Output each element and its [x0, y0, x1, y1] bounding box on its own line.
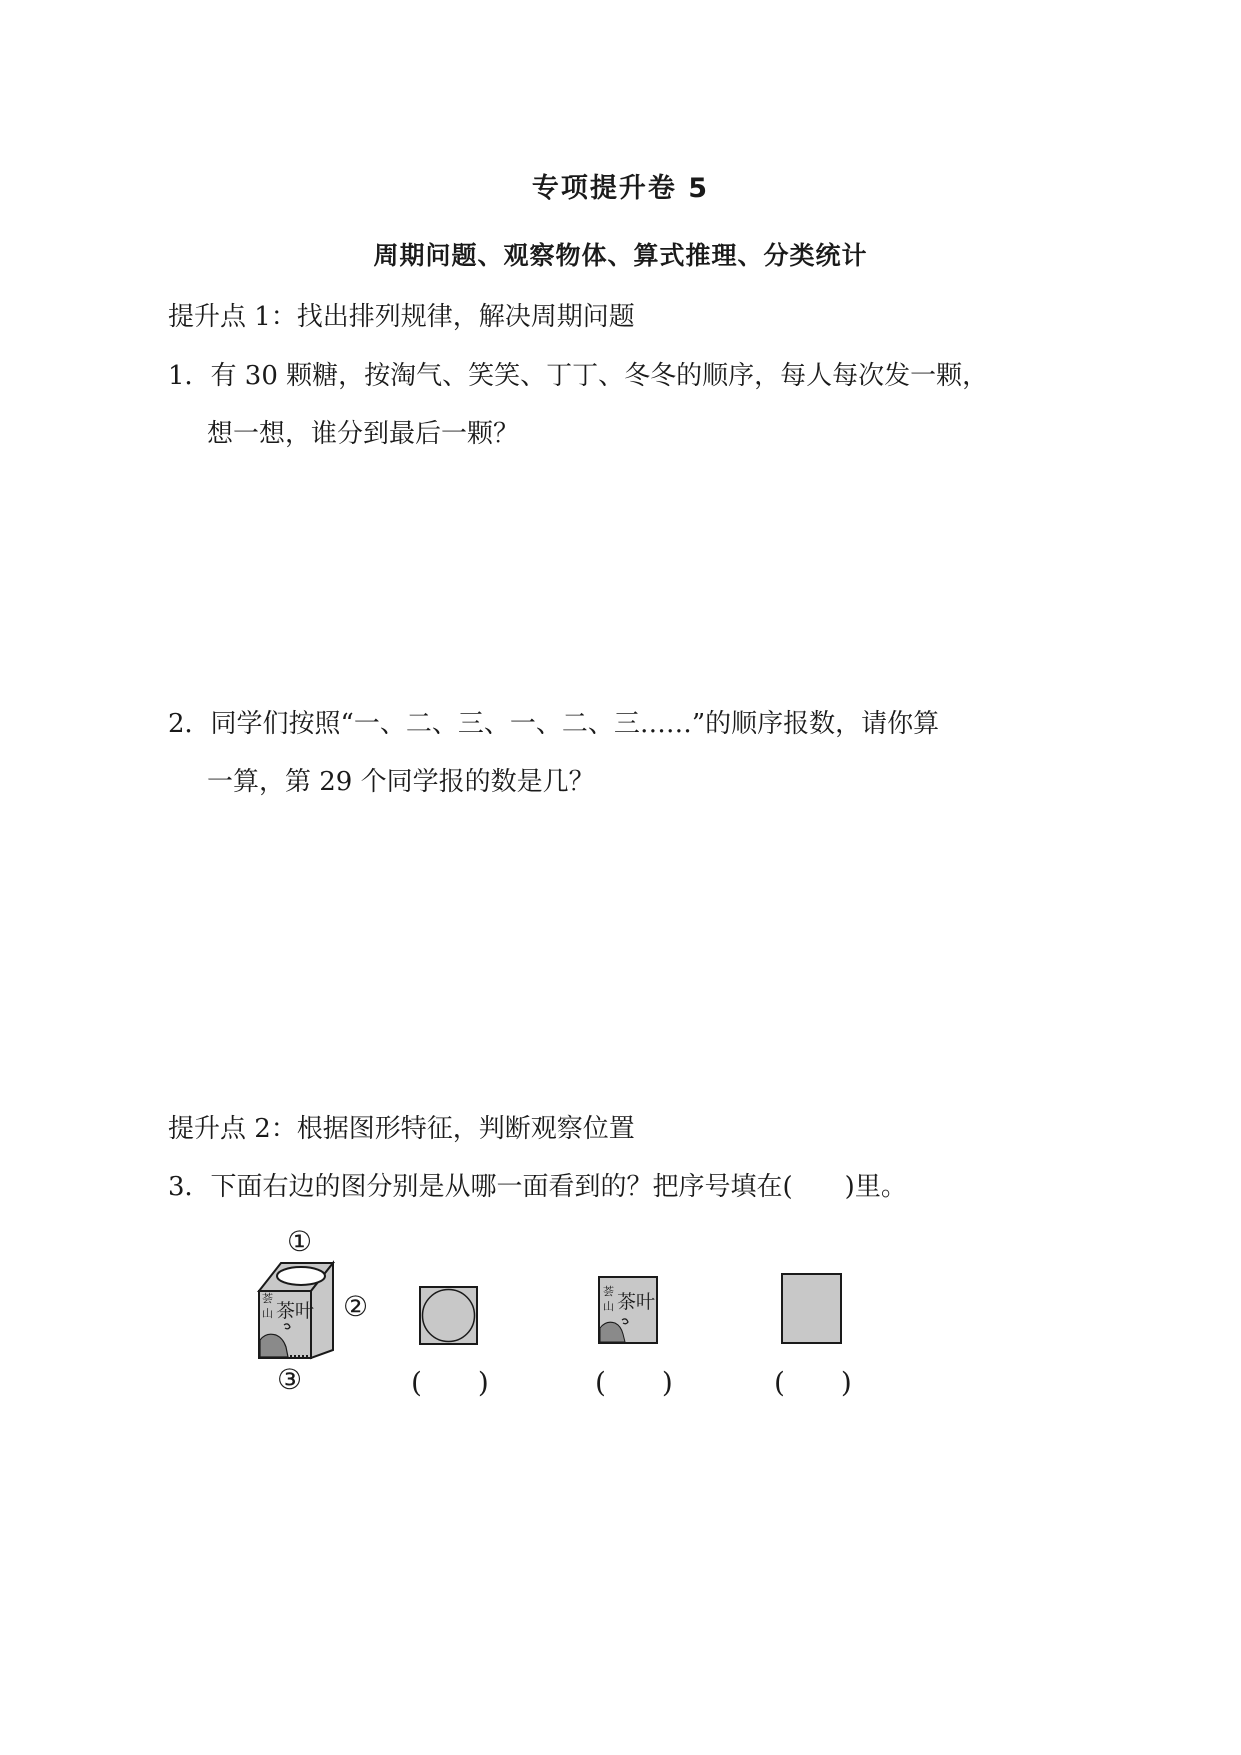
question-1-line1: 1．有 30 颗糖，按淘气、笑笑、丁丁、冬冬的顺序，每人每次发一颗，: [168, 361, 989, 391]
section2-heading: 提升点 2：根据图形特征，判断观察位置: [168, 1114, 635, 1144]
page-title: 专项提升卷 5: [531, 173, 710, 204]
question-3-line1: 3．下面右边的图分别是从哪一面看到的？把序号填在( )里。: [168, 1172, 907, 1202]
box-small-text-1: 荟: [262, 1292, 273, 1305]
answer-blank-3[interactable]: ( ): [774, 1366, 852, 1399]
question-1-line2: 想一想，谁分到最后一颗？: [207, 419, 520, 449]
page-subtitle: 周期问题、观察物体、算式推理、分类统计: [373, 241, 868, 270]
view2-small-text-1: 荟: [603, 1285, 614, 1298]
view-circle-in-square: [419, 1286, 481, 1348]
answer-blank-1[interactable]: ( ): [411, 1366, 489, 1399]
view-plain-rectangle: [781, 1273, 845, 1346]
answer-blank-2[interactable]: ( ): [595, 1366, 673, 1399]
box-small-text-2: 山: [262, 1307, 273, 1320]
question-2-line2: 一算，第 29 个同学报的数是几？: [207, 767, 595, 797]
view2-big-text: 茶叶: [617, 1291, 656, 1313]
question-2-line1: 2．同学们按照“一、二、三、一、二、三……”的顺序报数，请你算: [168, 709, 940, 739]
view2-small-text-2: 山: [603, 1300, 614, 1313]
label-side-view: ②: [343, 1290, 369, 1323]
section1-heading: 提升点 1：找出排列规律，解决周期问题: [168, 302, 635, 332]
label-top-view: ①: [287, 1225, 313, 1258]
label-front-view: ③: [277, 1363, 303, 1396]
box-big-text: 茶叶: [276, 1300, 315, 1322]
